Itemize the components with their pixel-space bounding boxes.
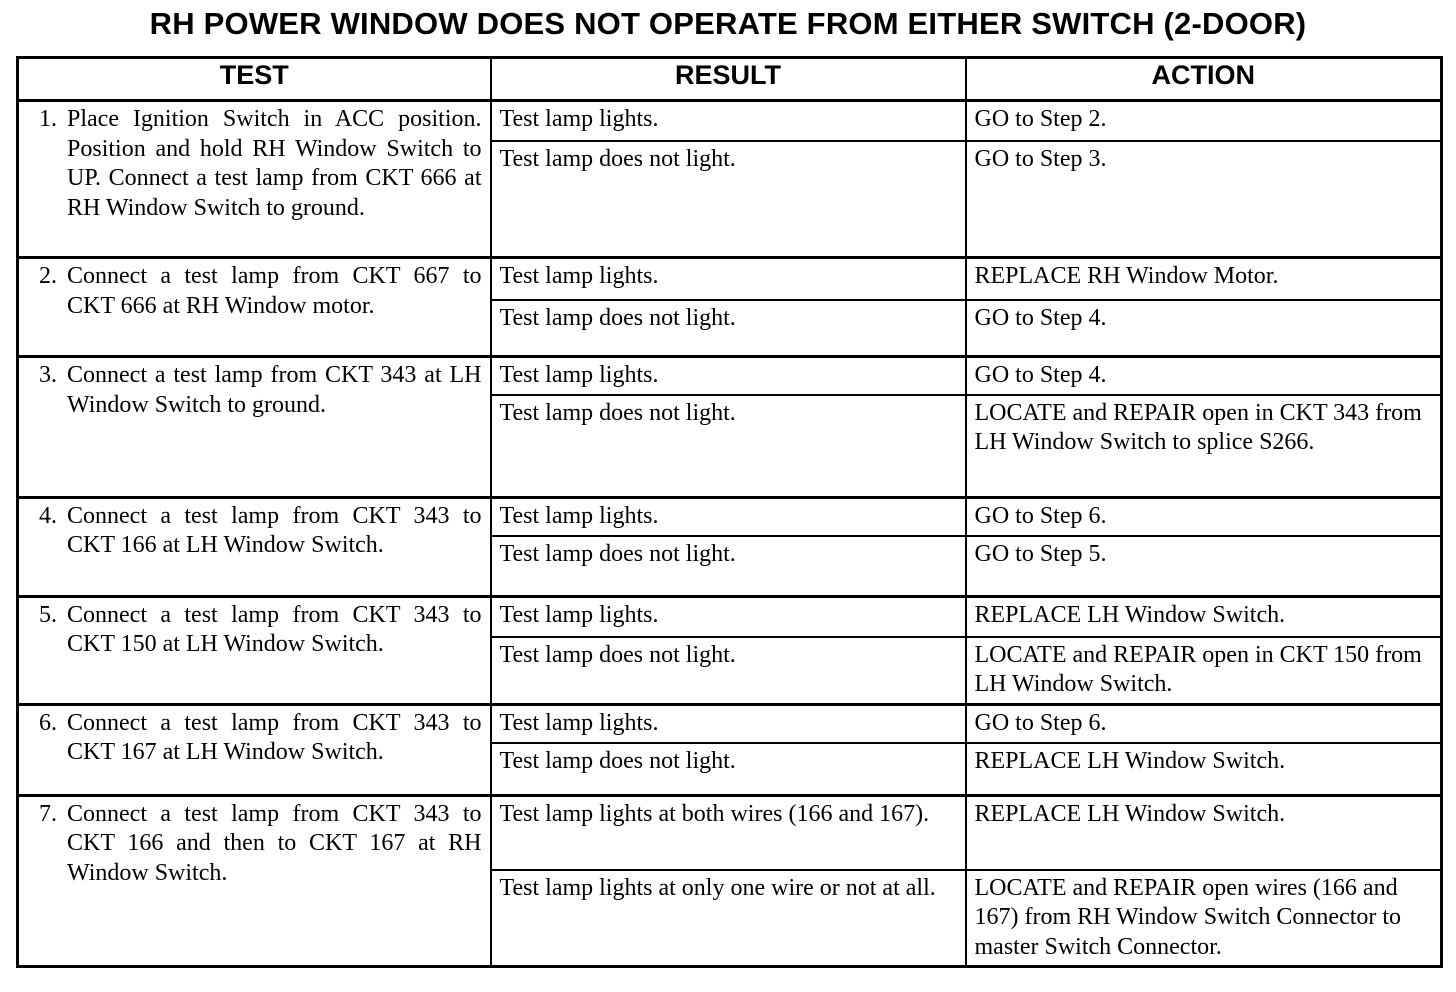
step-number: 2.: [39, 263, 57, 289]
table-row: [18, 596, 1442, 637]
step-number: 4.: [39, 502, 57, 529]
result-cell: Test lamp does not light.: [491, 300, 966, 357]
test-text: Connect a test lamp from CKT 343 to CKT 150 at LH Window Switch.: [67, 601, 482, 657]
result-cell: Test lamp lights.: [491, 497, 966, 536]
result-cell: Test lamp lights at only one wire or not at all.: [491, 870, 966, 967]
result-cell: Test lamp does not light.: [491, 395, 966, 498]
test-cell: [18, 101, 491, 258]
test-text: Connect a test lamp from CKT 343 to CKT 167 at LH Window Switch.: [67, 709, 482, 765]
result-cell: Test lamp lights.: [491, 357, 966, 395]
test-text: Connect a test lamp from CKT 667 to CKT 666 at RH Window motor.: [67, 263, 482, 319]
action-cell: GO to Step 5.: [966, 536, 1442, 597]
action-cell: REPLACE RH Window Motor.: [966, 258, 1442, 301]
result-cell: Test lamp does not light.: [491, 536, 966, 597]
result-cell: Test lamp does not light.: [491, 637, 966, 705]
test-column-header: TEST: [18, 58, 491, 101]
result-cell: Test lamp lights.: [491, 101, 966, 142]
action-cell: GO to Step 2.: [966, 101, 1442, 142]
test-cell: [18, 596, 491, 704]
table-row: [18, 357, 1442, 395]
page-title: RH POWER WINDOW DOES NOT OPERATE FROM EITHER SWITCH (2-DOOR): [149, 6, 1307, 41]
action-cell: GO to Step 4.: [966, 357, 1442, 395]
step-number: 7.: [39, 800, 57, 827]
result-cell: Test lamp lights.: [491, 704, 966, 743]
test-cell: [18, 258, 491, 357]
header-row: [18, 58, 1442, 101]
test-text: Connect a test lamp from CKT 343 to CKT 166 and then to CKT 167 at RH Window Switch.: [67, 800, 482, 886]
table-row: [18, 704, 1442, 743]
test-text: Connect a test lamp from CKT 343 at LH Window Switch to ground.: [67, 362, 482, 418]
step-number: 6.: [39, 709, 57, 736]
test-cell: [18, 497, 491, 596]
step-number: 3.: [39, 362, 57, 388]
result-cell: Test lamp lights.: [491, 596, 966, 637]
test-cell: [18, 795, 491, 967]
action-cell: GO to Step 6.: [966, 704, 1442, 743]
step-number: 1.: [39, 106, 57, 132]
step-number: 5.: [39, 601, 57, 628]
test-text: Place Ignition Switch in ACC position. Position and hold RH Window Switch to UP. Connect a test lamp from CKT 666 at RH Window Switch to ground.: [67, 106, 482, 221]
action-cell: GO to Step 4.: [966, 300, 1442, 357]
result-cell: Test lamp does not light.: [491, 141, 966, 258]
action-cell: GO to Step 3.: [966, 141, 1442, 258]
test-cell: [18, 704, 491, 795]
action-cell: LOCATE and REPAIR open in CKT 343 from LH Window Switch to splice S266.: [966, 395, 1442, 498]
action-cell: REPLACE LH Window Switch.: [966, 596, 1442, 637]
action-cell: LOCATE and REPAIR open wires (166 and 167) from RH Window Switch Connector to master Switch Connector.: [966, 870, 1442, 967]
test-cell: [18, 357, 491, 498]
diagnostic-table: [16, 56, 1443, 968]
result-cell: Test lamp does not light.: [491, 743, 966, 796]
action-column-header: ACTION: [966, 58, 1442, 101]
result-column-header: RESULT: [491, 58, 966, 101]
result-cell: Test lamp lights.: [491, 258, 966, 301]
table-row: [18, 101, 1442, 142]
test-text: Connect a test lamp from CKT 343 to CKT 166 at LH Window Switch.: [67, 502, 482, 558]
table-row: [18, 795, 1442, 870]
table-row: [18, 497, 1442, 536]
table-row: [18, 258, 1442, 301]
result-cell: Test lamp lights at both wires (166 and 167).: [491, 795, 966, 870]
action-cell: REPLACE LH Window Switch.: [966, 743, 1442, 796]
action-cell: REPLACE LH Window Switch.: [966, 795, 1442, 870]
action-cell: LOCATE and REPAIR open in CKT 150 from LH Window Switch.: [966, 637, 1442, 705]
action-cell: GO to Step 6.: [966, 497, 1442, 536]
